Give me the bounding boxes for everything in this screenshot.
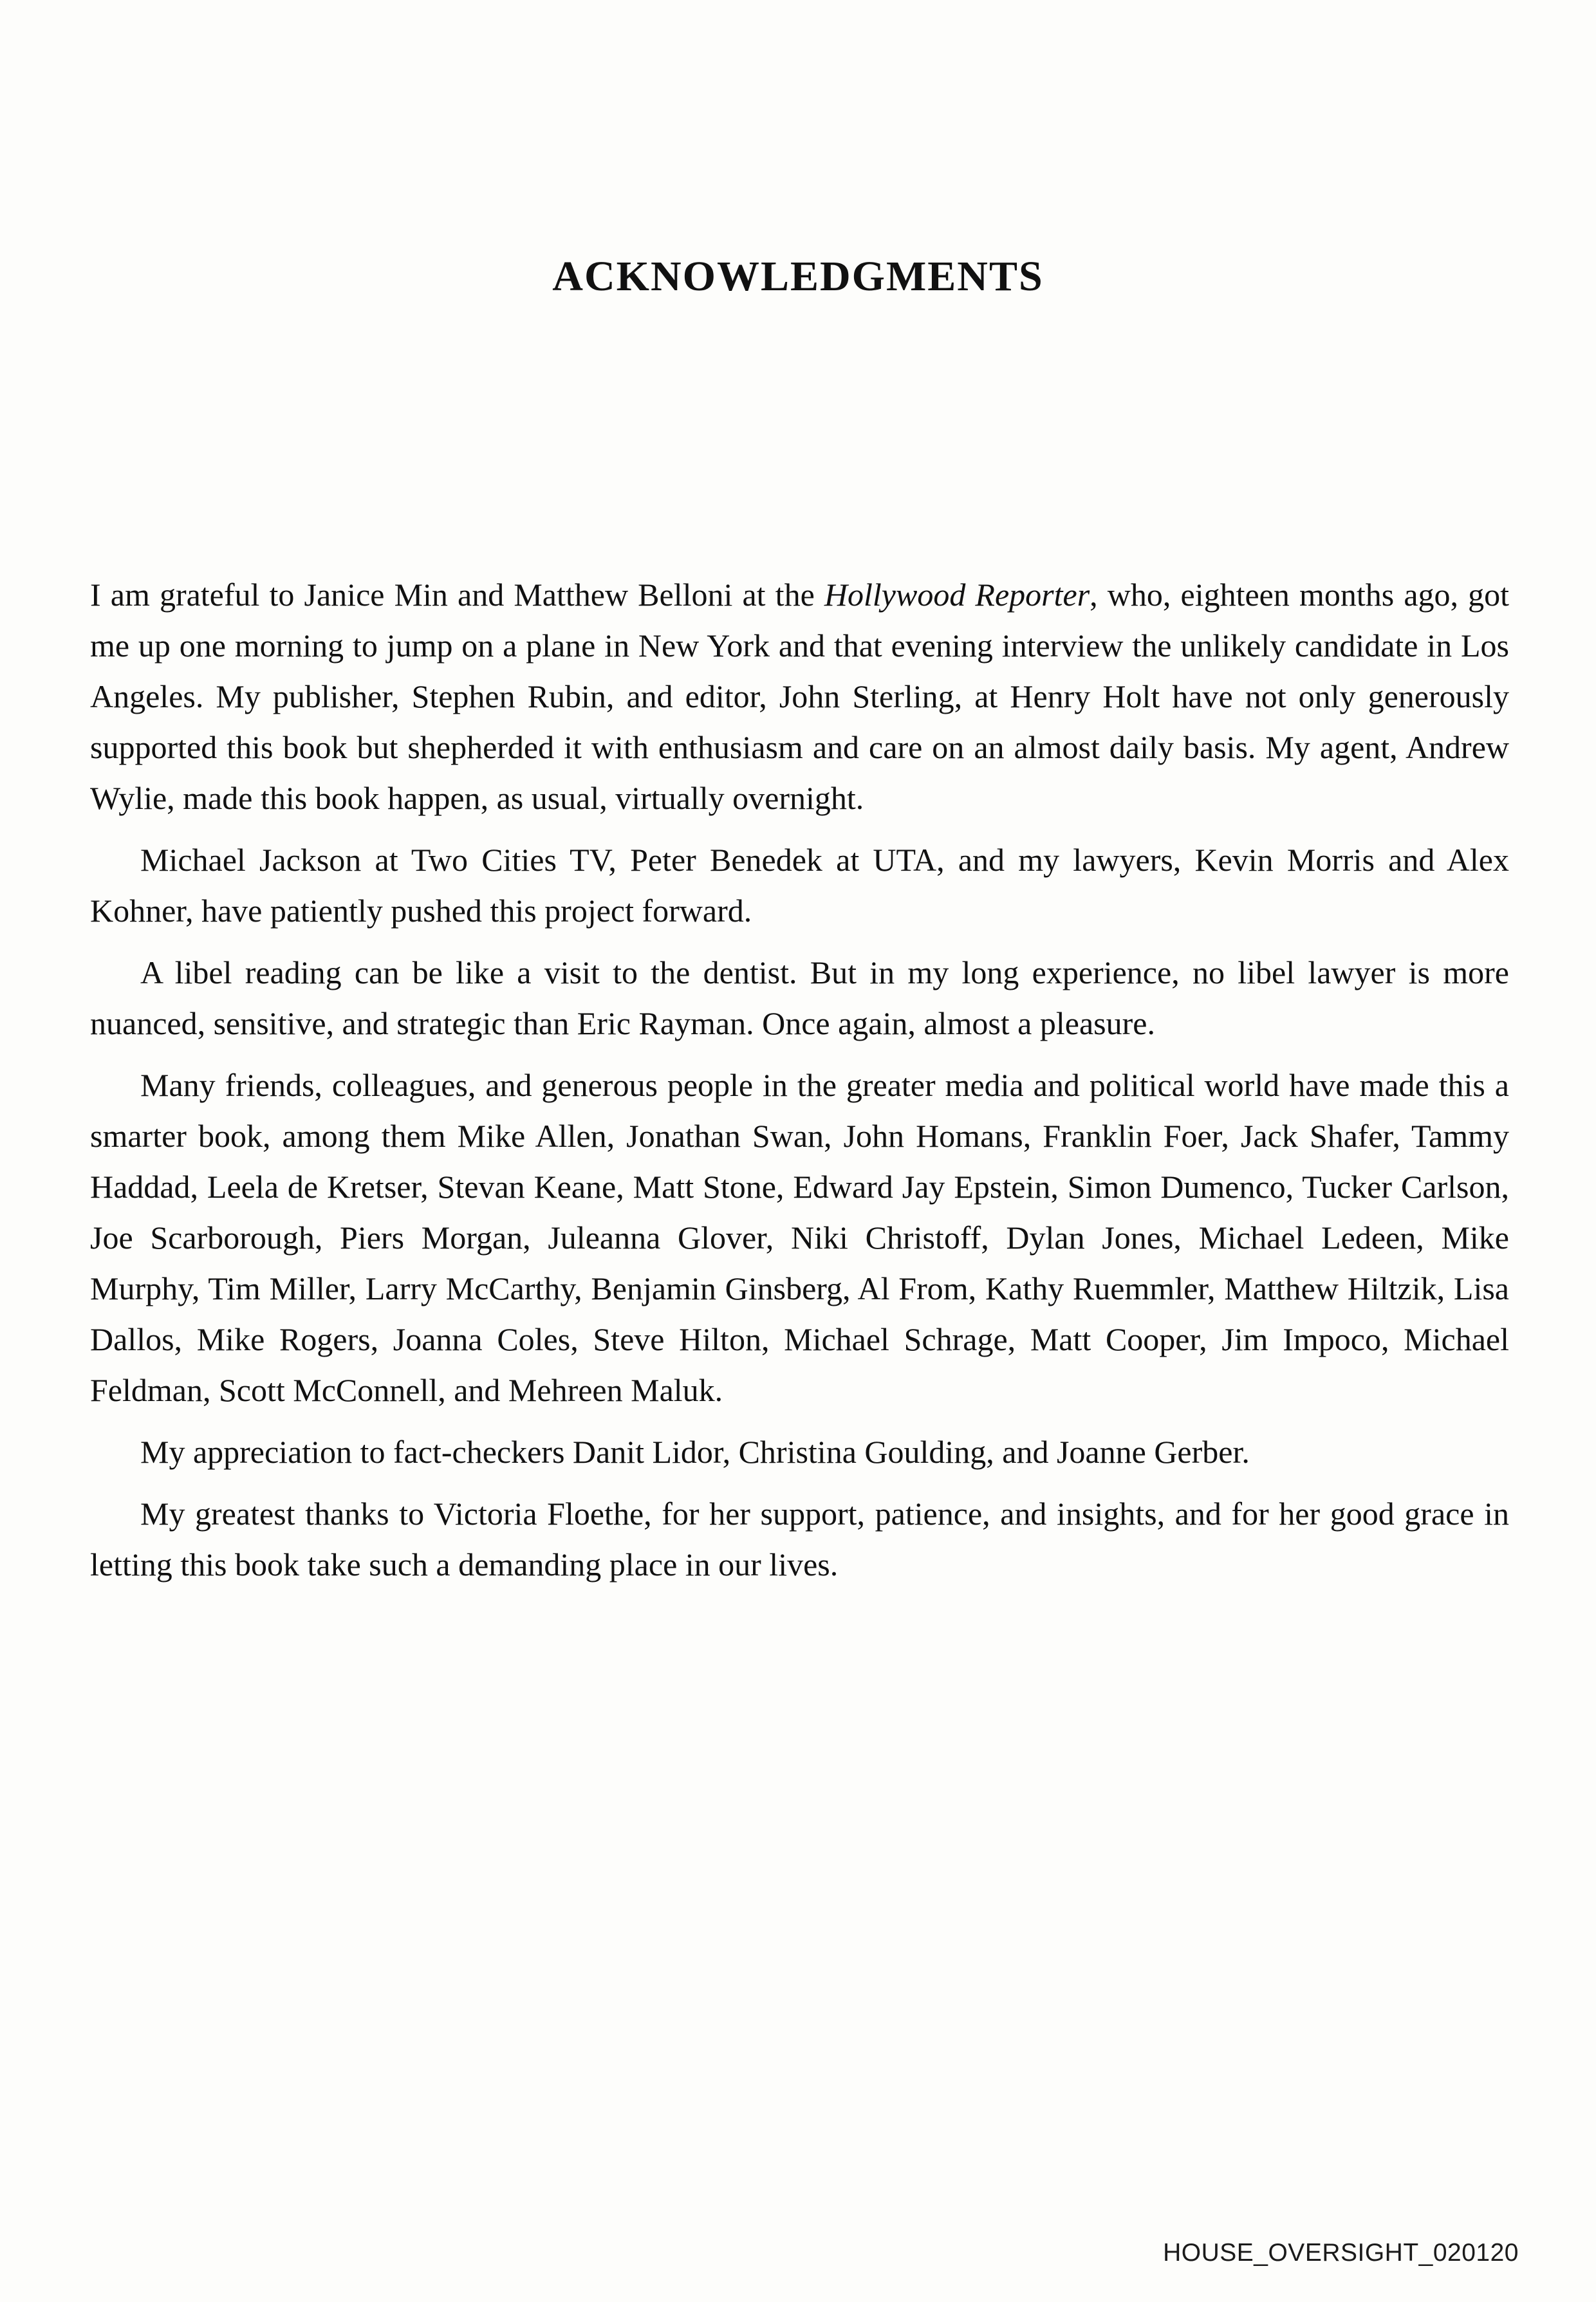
paragraph-para-2 (90, 835, 1509, 936)
italic-run: Hollywood Reporter (824, 577, 1090, 613)
text-run: Michael Jackson at Two Cities TV, Peter Benedek at UTA, and my lawyers, Kevin Morris and Alex Kohner, have patiently pushed this project forward. (90, 842, 1509, 929)
text-run: Many friends, colleagues, and generous people in the greater media and political world have made this a smarter book, among them Mike Allen, Jonathan Swan, John Homans, Franklin Foer, Jack Shafer, Tammy Haddad, Leela de Kretser, Stevan Keane, Matt Stone, Edward Jay Epstein, Simon Dumenco, Tucker Carlson, Joe Scarborough, Piers Morgan, Juleanna Glover, Niki Christoff, Dylan Jones, Michael Ledeen, Mike Murphy, Tim Miller, Larry McCarthy, Benjamin Ginsberg, Al From, Kathy Ruemmler, Matthew Hiltzik, Lisa Dallos, Mike Rogers, Joanna Coles, Steve Hilton, Michael Schrage, Matt Cooper, Jim Impoco, Michael Feldman, Scott McConnell, and Mehreen Maluk. (90, 1067, 1509, 1408)
bates-stamp: HOUSE_OVERSIGHT_020120 (1163, 2239, 1519, 2267)
text-run: My appreciation to fact-checkers Danit Lidor, Christina Goulding, and Joanne Gerber. (140, 1434, 1250, 1470)
text-run: A libel reading can be like a visit to the dentist. But in my long experience, no libel lawyer is more nuanced, sensitive, and strategic than Eric Rayman. Once again, almost a pleasure. (90, 954, 1509, 1041)
paragraph-para-3 (90, 947, 1509, 1049)
text-run: , who, eighteen months ago, got me up one morning to jump on a plane in New York and that evening interview the unlikely candidate in Los Angeles. My publisher, Stephen Rubin, and editor, John Sterling, at Henry Holt have not only generously supported this book but shepherded it with enthusiasm and care on an almost daily basis. My agent, Andrew Wylie, made this book happen, as usual, virtually overnight. (90, 577, 1510, 816)
paragraph-para-6 (90, 1489, 1509, 1590)
paragraph-para-5 (90, 1427, 1509, 1478)
body-text (90, 570, 1509, 1601)
paragraph-para-1 (90, 570, 1509, 824)
page-title: ACKNOWLEDGMENTS (552, 253, 1044, 301)
text-run: My greatest thanks to Victoria Floethe, for her support, patience, and insights, and for her good grace in letting this book take such a demanding place in our lives. (90, 1496, 1509, 1583)
text-run: I am grateful to Janice Min and Matthew Belloni at the (90, 577, 824, 613)
paragraph-para-4 (90, 1060, 1509, 1416)
